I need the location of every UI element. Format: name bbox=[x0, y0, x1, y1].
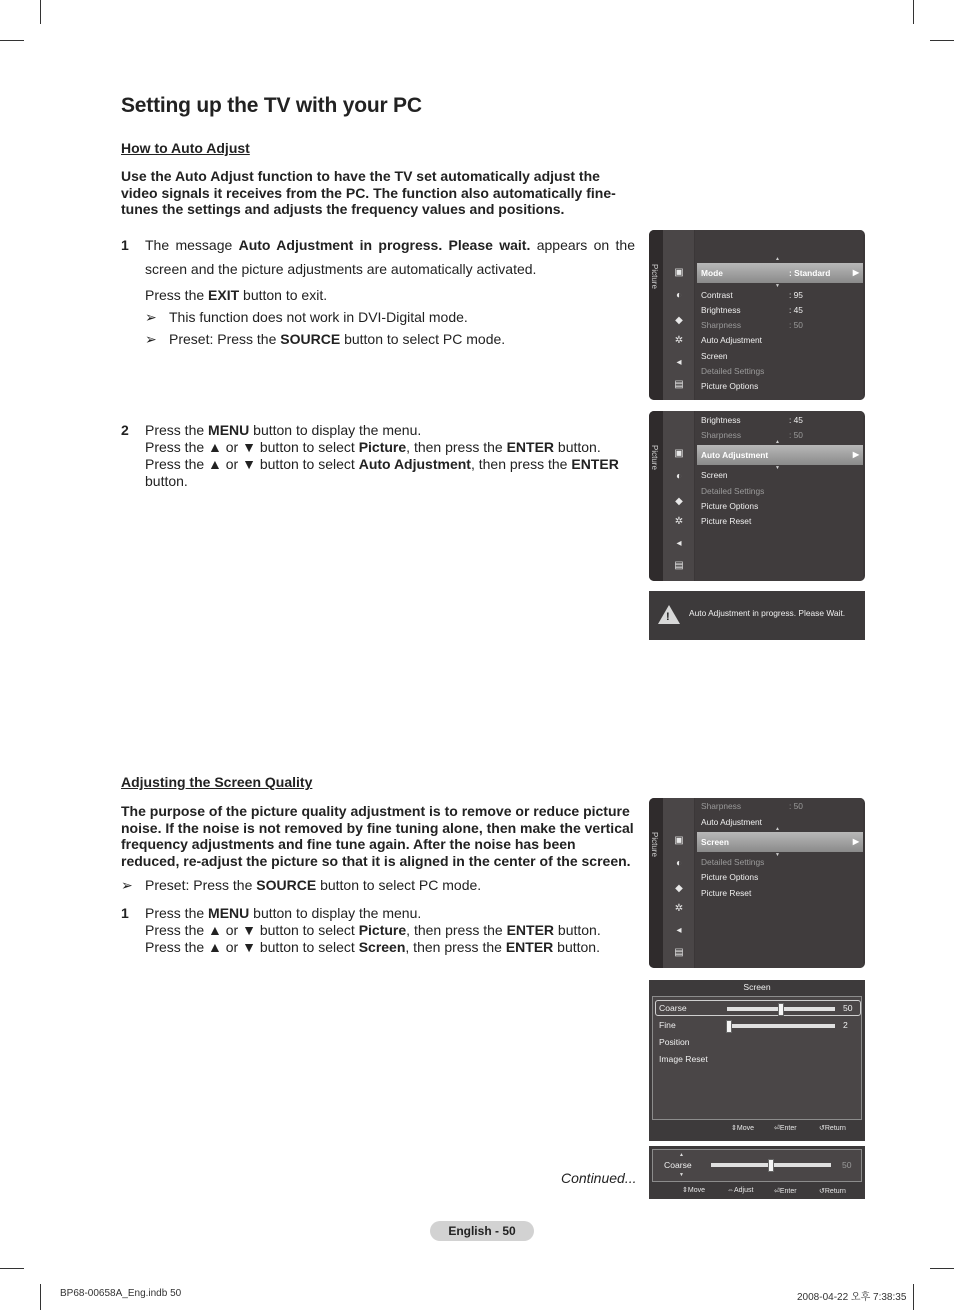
crop-mark bbox=[930, 40, 954, 41]
adjust-value: 50 bbox=[842, 1160, 852, 1170]
sound-icon: ◐ bbox=[675, 471, 683, 482]
text-bold: Picture bbox=[358, 922, 407, 938]
osd-item-sharpness[interactable] bbox=[701, 799, 863, 813]
right-arrow-icon: ▶ bbox=[852, 268, 859, 277]
text: This function does not work in DVI-Digital mode. bbox=[169, 309, 468, 325]
osd-item-sharpness[interactable] bbox=[701, 318, 863, 332]
osd-side-label: Picture bbox=[650, 264, 659, 289]
osd-value: : 95 bbox=[789, 290, 803, 300]
text: button to display the menu. bbox=[249, 422, 422, 438]
osd-label: Auto Adjustment bbox=[701, 335, 762, 345]
osd-item-detailed-settings[interactable] bbox=[701, 855, 863, 869]
text-bold: Auto Adjustment in progress. Please wait. bbox=[238, 237, 531, 253]
exclamation-icon: ! bbox=[666, 611, 670, 623]
osd-value: : 50 bbox=[789, 430, 803, 440]
note-preset-2 bbox=[121, 877, 481, 894]
input-icon: ◂ bbox=[676, 538, 682, 549]
osd-label: Sharpness bbox=[701, 320, 742, 330]
osd-screen-panel bbox=[652, 996, 862, 1120]
text: button to display the menu. bbox=[249, 905, 422, 921]
text-bold: Screen bbox=[358, 939, 406, 955]
warning-message: Auto Adjustment in progress. Please Wait. bbox=[689, 608, 846, 618]
osd-picture-menu-2 bbox=[649, 411, 865, 581]
input-icon: ◂ bbox=[676, 925, 682, 936]
osd-item-coarse[interactable]: Coarse bbox=[659, 1003, 687, 1013]
adjust-icon: ⇔ bbox=[727, 1187, 734, 1194]
osd-item-picture-options[interactable] bbox=[701, 870, 863, 884]
osd-item-auto-adjustment[interactable] bbox=[701, 333, 863, 347]
footer-label: Move bbox=[687, 1187, 705, 1194]
note-preset bbox=[145, 331, 505, 348]
picture-icon: ▣ bbox=[674, 835, 684, 846]
text: button to select PC mode. bbox=[316, 877, 482, 893]
footer-return bbox=[819, 1187, 846, 1195]
setup-icon: ✲ bbox=[674, 516, 684, 527]
osd-side-label: Picture bbox=[650, 832, 659, 857]
right-arrow-icon: ▶ bbox=[852, 837, 859, 846]
osd-side-label: Picture bbox=[650, 445, 659, 470]
text-bold: SOURCE bbox=[256, 877, 317, 893]
osd-item-screen[interactable] bbox=[697, 832, 863, 852]
osd-label: Sharpness bbox=[701, 430, 742, 440]
text: Press the ▲ or ▼ button to select bbox=[145, 456, 359, 472]
text: Press the bbox=[145, 905, 209, 921]
osd-item-mode[interactable] bbox=[697, 263, 863, 283]
enter-icon: ⏎ bbox=[774, 1125, 780, 1132]
osd-item-detailed-settings[interactable] bbox=[701, 484, 863, 498]
text: Press the bbox=[145, 287, 209, 303]
osd-value: : Standard bbox=[789, 268, 831, 278]
footer-return bbox=[819, 1124, 846, 1132]
application-icon: ▤ bbox=[674, 947, 684, 958]
text: , then press the bbox=[470, 456, 572, 472]
text: , then press the bbox=[406, 922, 507, 938]
osd-item-fine[interactable]: Fine bbox=[659, 1020, 676, 1030]
crop-mark bbox=[930, 1268, 954, 1269]
application-icon: ▤ bbox=[674, 560, 684, 571]
coarse-slider-knob[interactable] bbox=[778, 1003, 784, 1016]
osd-list bbox=[695, 798, 863, 968]
text-bold: SOURCE bbox=[280, 331, 341, 347]
osd-value: : 45 bbox=[789, 415, 803, 425]
arrow-icon: ➢ bbox=[121, 877, 133, 893]
footer-label: Adjust bbox=[734, 1187, 754, 1194]
osd-label: Contrast bbox=[701, 290, 733, 300]
step-1-auto bbox=[121, 233, 635, 307]
footer-label: Enter bbox=[779, 1125, 797, 1132]
osd-label: Sharpness bbox=[701, 801, 742, 811]
arrow-icon: ➢ bbox=[145, 331, 157, 347]
setup-icon: ✲ bbox=[674, 903, 684, 914]
osd-label: Brightness bbox=[701, 305, 741, 315]
osd-label: Picture Options bbox=[701, 501, 759, 511]
down-indicator-icon: ▼ bbox=[775, 465, 780, 471]
setup-icon: ✲ bbox=[674, 335, 684, 346]
text: button. bbox=[554, 439, 601, 455]
down-indicator-icon: ▼ bbox=[775, 852, 780, 858]
text-bold: MENU bbox=[208, 422, 250, 438]
osd-side bbox=[649, 230, 663, 400]
sound-icon: ◐ bbox=[675, 858, 683, 869]
intro-screen-quality: The purpose of the picture quality adjustment is to remove or reduce picture noise. If the noise is not removed by fine tuning alone, then make the vertical frequency adjustments and fine tune again. After the noise has been reduced, re-adjust the picture so that it is aligned in the center of the screen. bbox=[121, 803, 634, 869]
crop-mark bbox=[40, 1284, 41, 1310]
text: Press the bbox=[145, 422, 209, 438]
up-indicator-icon: ▲ bbox=[775, 826, 780, 832]
osd-warning-box bbox=[649, 591, 865, 640]
footer-move bbox=[731, 1124, 754, 1132]
text-bold: Picture bbox=[358, 439, 407, 455]
osd-label: Detailed Settings bbox=[701, 366, 765, 376]
move-icon: ⇕ bbox=[682, 1187, 688, 1194]
section-heading-screen-quality: Adjusting the Screen Quality bbox=[121, 774, 313, 790]
return-icon: ↺ bbox=[819, 1188, 825, 1195]
footer-label: Move bbox=[736, 1125, 754, 1132]
osd-list bbox=[695, 411, 863, 581]
osd-adjust-bar bbox=[649, 1146, 865, 1199]
enter-icon: ⏎ bbox=[774, 1188, 780, 1195]
osd-item-auto-adjustment[interactable] bbox=[697, 445, 863, 465]
arrow-icon: ➢ bbox=[145, 309, 157, 325]
fine-value: 2 bbox=[843, 1020, 848, 1030]
osd-item-screen[interactable] bbox=[701, 349, 863, 363]
osd-label: Brightness bbox=[701, 415, 741, 425]
page-number: English - 50 bbox=[430, 1221, 534, 1241]
adjust-slider-knob[interactable] bbox=[768, 1159, 774, 1172]
osd-item-sharpness[interactable] bbox=[701, 428, 863, 442]
osd-list bbox=[695, 230, 863, 400]
footer-label: Return bbox=[824, 1188, 846, 1195]
text: button. bbox=[145, 473, 188, 489]
application-icon: ▤ bbox=[674, 379, 684, 390]
osd-item-auto-adjustment[interactable] bbox=[701, 815, 863, 829]
osd-item-image-reset[interactable]: Image Reset bbox=[659, 1054, 708, 1064]
crop-mark bbox=[0, 40, 24, 41]
osd-item-position[interactable]: Position bbox=[659, 1037, 690, 1047]
osd-item-picture-options[interactable] bbox=[701, 499, 863, 513]
osd-label: Picture Options bbox=[701, 872, 759, 882]
section-heading-auto-adjust: How to Auto Adjust bbox=[121, 140, 250, 156]
text-bold: Auto Adjustment bbox=[358, 456, 471, 472]
right-arrow-icon: ▶ bbox=[852, 450, 859, 459]
text: appears on the screen and the picture adjustments are automatically activated. bbox=[145, 237, 636, 277]
osd-side bbox=[649, 411, 663, 581]
osd-side bbox=[649, 798, 663, 968]
osd-item-picture-reset[interactable] bbox=[701, 886, 863, 900]
text-bold: ENTER bbox=[506, 439, 555, 455]
text: Preset: Press the bbox=[169, 331, 281, 347]
text-bold: ENTER bbox=[571, 456, 619, 472]
channel-icon: ◆ bbox=[675, 496, 683, 507]
text: , then press the bbox=[405, 939, 506, 955]
osd-picture-menu-1 bbox=[649, 230, 865, 400]
osd-item-screen[interactable] bbox=[701, 468, 863, 482]
up-indicator-icon: ▲ bbox=[775, 256, 780, 262]
text-bold: ENTER bbox=[506, 922, 555, 938]
osd-screen-menu bbox=[649, 980, 865, 1141]
text-bold: EXIT bbox=[208, 287, 240, 303]
step-2-auto bbox=[121, 422, 635, 490]
down-indicator-icon: ▼ bbox=[679, 1172, 684, 1178]
crop-mark bbox=[40, 0, 41, 24]
text: , then press the bbox=[406, 439, 507, 455]
text: The message bbox=[145, 237, 239, 253]
osd-label: Detailed Settings bbox=[701, 486, 765, 496]
footer-adjust bbox=[727, 1187, 753, 1194]
osd-value: : 50 bbox=[789, 801, 803, 811]
adjust-label: Coarse bbox=[664, 1160, 692, 1170]
text-bold: ENTER bbox=[505, 939, 554, 955]
osd-screen-title: Screen bbox=[743, 982, 771, 992]
osd-label: Detailed Settings bbox=[701, 857, 765, 867]
move-icon: ⇕ bbox=[731, 1125, 737, 1132]
fine-slider-knob[interactable] bbox=[726, 1020, 732, 1033]
osd-label: Picture Reset bbox=[701, 888, 752, 898]
osd-label: Screen bbox=[701, 351, 728, 361]
osd-value: : 45 bbox=[789, 305, 803, 315]
osd-label: Mode bbox=[701, 268, 723, 278]
sound-icon: ◐ bbox=[675, 290, 683, 301]
text: Press the ▲ or ▼ button to select bbox=[145, 939, 359, 955]
intro-auto-adjust: Use the Auto Adjust function to have the TV set automatically adjust the video signals it receives from the PC. The function also automatically fine-tunes the settings and adjusts the frequency values and positions. bbox=[121, 168, 616, 217]
print-slug-right: 2008-04-22 오후 7:38:35 bbox=[797, 1292, 907, 1303]
osd-item-contrast[interactable] bbox=[701, 288, 863, 302]
picture-icon: ▣ bbox=[674, 448, 684, 459]
crop-mark bbox=[0, 1268, 24, 1269]
osd-item-picture-reset[interactable] bbox=[701, 514, 863, 528]
osd-picture-menu-3 bbox=[649, 798, 865, 968]
input-icon: ◂ bbox=[676, 357, 682, 368]
adjust-panel bbox=[652, 1149, 862, 1182]
step-number: 1 bbox=[121, 905, 129, 921]
text: button. bbox=[554, 922, 601, 938]
print-slug-left: BP68-00658A_Eng.indb 50 bbox=[60, 1288, 182, 1299]
channel-icon: ◆ bbox=[675, 883, 683, 894]
text: Press the ▲ or ▼ button to select bbox=[145, 439, 359, 455]
osd-label: Screen bbox=[701, 837, 729, 847]
text-bold: MENU bbox=[208, 905, 250, 921]
continued-label: Continued... bbox=[561, 1170, 637, 1186]
osd-item-brightness[interactable] bbox=[701, 413, 863, 427]
osd-icon-column bbox=[663, 411, 694, 581]
fine-slider-track[interactable] bbox=[727, 1024, 835, 1028]
text: button to exit. bbox=[239, 287, 328, 303]
osd-label: Screen bbox=[701, 470, 728, 480]
footer-label: Enter bbox=[779, 1188, 797, 1195]
osd-item-picture-options[interactable] bbox=[701, 379, 863, 393]
page-title: Setting up the TV with your PC bbox=[121, 94, 422, 117]
footer-enter bbox=[774, 1124, 797, 1132]
osd-label: Auto Adjustment bbox=[701, 450, 769, 460]
step-1-quality bbox=[121, 905, 635, 956]
text: Press the ▲ or ▼ button to select bbox=[145, 922, 359, 938]
crop-mark bbox=[913, 0, 914, 24]
step-number: 1 bbox=[121, 237, 129, 253]
osd-icon-column bbox=[663, 798, 694, 968]
coarse-value: 50 bbox=[843, 1003, 853, 1013]
osd-value: : 50 bbox=[789, 320, 803, 330]
text: button to select PC mode. bbox=[340, 331, 506, 347]
down-indicator-icon: ▼ bbox=[775, 283, 780, 289]
picture-icon: ▣ bbox=[674, 267, 684, 278]
footer-enter bbox=[774, 1187, 797, 1195]
note-dvi bbox=[145, 309, 468, 326]
osd-item-brightness[interactable] bbox=[701, 303, 863, 317]
step-number: 2 bbox=[121, 422, 129, 438]
osd-icon-column bbox=[663, 230, 694, 400]
footer-label: Return bbox=[824, 1125, 846, 1132]
up-indicator-icon: ▲ bbox=[775, 439, 780, 445]
text: Preset: Press the bbox=[145, 877, 257, 893]
up-indicator-icon: ▲ bbox=[679, 1152, 684, 1158]
crop-mark bbox=[913, 1284, 914, 1310]
osd-label: Picture Options bbox=[701, 381, 759, 391]
footer-move bbox=[682, 1186, 705, 1194]
osd-label: Auto Adjustment bbox=[701, 817, 762, 827]
channel-icon: ◆ bbox=[675, 315, 683, 326]
osd-label: Picture Reset bbox=[701, 516, 752, 526]
return-icon: ↺ bbox=[819, 1125, 825, 1132]
text: button. bbox=[553, 939, 600, 955]
osd-item-detailed-settings[interactable] bbox=[701, 364, 863, 378]
